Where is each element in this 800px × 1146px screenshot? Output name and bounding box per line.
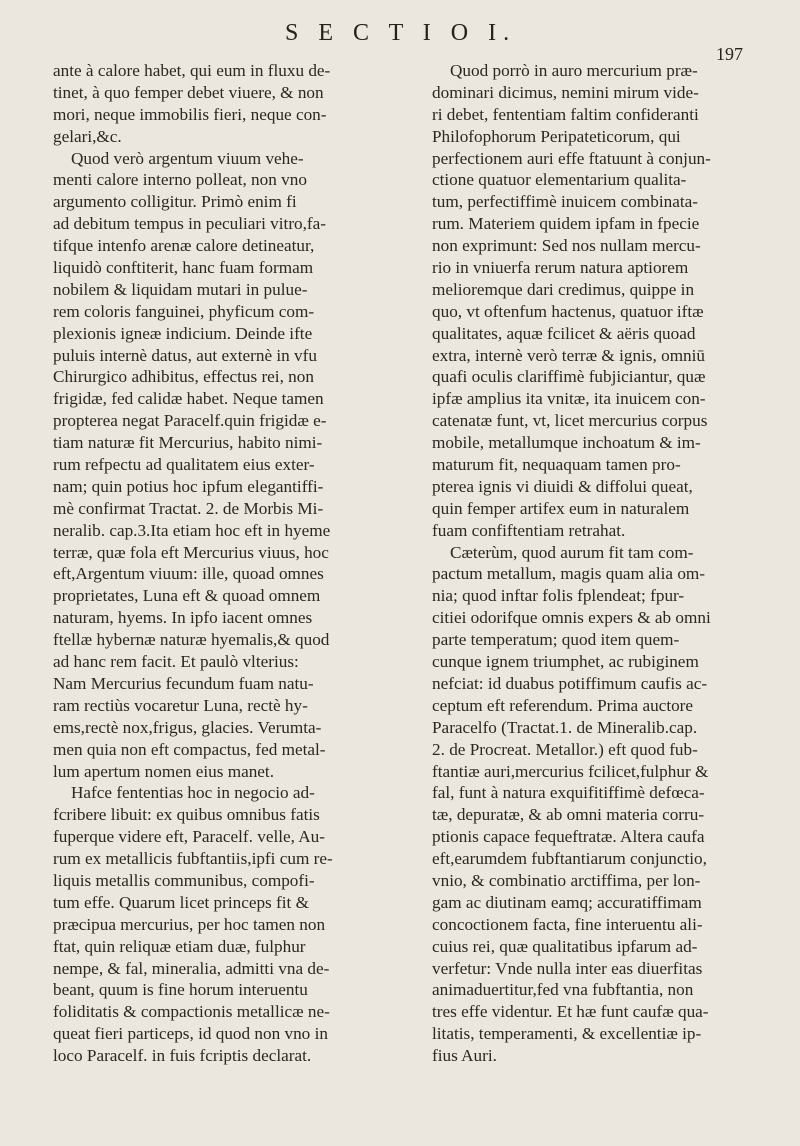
text-line: rem coloris fanguinei, phyficum com- (53, 301, 315, 321)
text-line: plexionis igneæ indicium. Deinde ifte (53, 323, 313, 343)
text-line: præcipua mercurius, per hoc tamen non (53, 914, 326, 934)
text-line: parte temperatum; quod item quem- (432, 630, 680, 650)
text-line: ptionis capace fequeftratæ. Altera caufa (432, 827, 705, 847)
text-line: litatis, temperamenti, & excellentiæ ip- (432, 1024, 702, 1044)
left-text-column (53, 60, 383, 1067)
text-line: vnio, & combinatio arctiffima, per lon- (432, 870, 701, 890)
running-head: S E C T I O I. (285, 20, 517, 46)
text-line: quin femper artifex eum in naturalem (432, 498, 690, 518)
text-line: liquis metallis communibus, compofi- (53, 870, 315, 890)
text-line: proprietates, Luna eft & quoad omnem (53, 586, 321, 606)
text-line: beant, quum is fine horum interuentu (53, 980, 308, 1000)
text-line: ante à calore habet, qui eum in fluxu de- (53, 61, 331, 80)
text-line: qualitates, aquæ fcilicet & aëris quoad (432, 323, 696, 343)
text-line: ftellæ hybernæ naturæ hyemalis,& quod (53, 630, 330, 650)
text-line: perfectionem auri effe ftatuunt à conjun- (432, 148, 711, 168)
text-line: tum effe. Quarum licet princeps fit & (53, 892, 309, 912)
text-line: ad hanc rem facit. Et paulò vlterius: (53, 652, 299, 672)
text-line: argumento colligitur. Primò enim fi (53, 192, 297, 212)
text-line: puluis internè datus, aut externè in vfu (53, 345, 317, 365)
text-line: rum refpectu ad qualitatem eius exter- (53, 455, 315, 475)
text-line: tum, perfectiffimè inuicem combinata- (432, 192, 698, 212)
text-line: tæ, depuratæ, & ab omni materia corru- (432, 805, 705, 825)
text-line: Hafce fententias hoc in negocio ad- (71, 783, 315, 803)
text-line: menti calore interno polleat, non vno (53, 170, 307, 190)
text-line: mè confirmat Tractat. 2. de Morbis Mi- (53, 498, 324, 518)
text-line: catenatæ funt, vt, licet mercurius corpus (432, 411, 708, 431)
right-text-column (432, 60, 762, 1067)
text-line: men quia non eft compactus, fed metal- (53, 739, 326, 759)
text-line: pactum metallum, magis quam alia om- (432, 564, 706, 584)
text-line: quafi oculis clariffimè fubjiciantur, quæ (432, 367, 706, 387)
text-line: tifque intenfo arenæ calore detineatur, (53, 236, 315, 256)
text-line: quo, vt oftenfum hactenus, quatuor iftæ (432, 301, 704, 321)
text-line: extra, internè verò terræ & ignis, omniū (432, 345, 706, 365)
text-line: Quod verò argentum viuum vehe- (71, 148, 304, 168)
text-line: rum. Materiem quidem ipfam in fpecie (432, 214, 700, 234)
text-line: cuius rei, quæ qualitatibus ipfarum ad- (432, 936, 698, 956)
text-line: nempe, & fal, mineralia, admitti vna de- (53, 958, 330, 978)
text-line: dominari dicimus, nemini mirum vide- (432, 82, 699, 102)
text-line: 2. de Procreat. Metallor.) eft quod fub- (432, 739, 698, 759)
text-line: ems,rectè nox,frigus, glacies. Verumta- (53, 717, 322, 737)
text-line: fal, funt à natura exquifitiffimè defœca- (432, 783, 705, 803)
text-line: tiam naturæ fit Mercurius, habito nimi- (53, 433, 323, 453)
text-line: frigidæ, fed calidæ habet. Neque tamen (53, 389, 324, 409)
text-line: fius Auri. (432, 1046, 497, 1066)
text-line: cunque ignem triumphet, ac rubiginem (432, 652, 699, 672)
text-line: mobile, metallumque inchoatum & im- (432, 433, 701, 453)
text-line: animaduertitur,fed vna fubftantia, non (432, 980, 694, 1000)
text-line: tinet, à quo femper debet viuere, & non (53, 82, 324, 102)
text-line: ftantiæ auri,mercurius fcilicet,fulphur & (432, 761, 709, 781)
text-line: eft,earumdem fubftantiarum conjunctio, (432, 849, 707, 869)
text-line: nam; quin potius hoc ipfum elegantiffi- (53, 476, 324, 496)
text-line: neralib. cap.3.Ita etiam hoc eft in hyeme (53, 520, 331, 540)
text-line: ipfæ amplius ita vnitæ, ita inuicem con- (432, 389, 706, 409)
text-line: nefciat: id duabus potiffimum caufis ac- (432, 673, 708, 693)
text-line: liquidò conftiterit, hanc fuam formam (53, 258, 314, 278)
text-line: melioremque dari credimus, quippe in (432, 279, 695, 299)
text-line: Nam Mercurius fecundum fuam natu- (53, 673, 314, 693)
text-line: Chirurgico adhibitus, effectus rei, non (53, 367, 314, 387)
text-line: fuam confiftentiam retrahat. (432, 520, 626, 540)
text-line: rum ex metallicis fubftantiis,ipfi cum re- (53, 849, 333, 869)
text-line: mori, neque immobilis fieri, neque con- (53, 104, 327, 124)
text-line: tres effe videntur. Et hæ funt caufæ qua- (432, 1002, 709, 1022)
text-line: maturum fit, nequaquam tamen pro- (432, 455, 681, 475)
text-line: non exprimunt: Sed nos nullam mercu- (432, 236, 701, 256)
text-line: foliditatis & compactionis metallicæ ne- (53, 1002, 330, 1022)
text-line: pterea ignis vi diuidi & diffolui queat, (432, 476, 693, 496)
text-line: rio in vniuerfa rerum natura aptiorem (432, 258, 689, 278)
text-line: ctione quatuor elementarium qualita- (432, 170, 687, 190)
text-line: fuperque videre eft, Paracelf. velle, Au- (53, 827, 326, 847)
text-line: propterea negat Paracelf.quin frigidæ e- (53, 411, 327, 431)
text-line: ad debitum tempus in peculiari vitro,fa- (53, 214, 327, 234)
text-line: Paracelfo (Tractat.1. de Mineralib.cap. (432, 717, 698, 737)
text-line: ram rectiùs vocaretur Luna, rectè hy- (53, 695, 308, 715)
text-line: terræ, quæ fola eft Mercurius viuus, hoc (53, 542, 329, 562)
text-line: ri debet, fententiam faltim confideranti (432, 104, 699, 124)
text-line: verfetur: Vnde nulla inter eas diuerfitas (432, 958, 703, 978)
text-line: nia; quod inftar folis fplendeat; fpur- (432, 586, 685, 606)
text-line: lum apertum nomen eius manet. (53, 761, 274, 781)
text-line: gam ac diutinam eamq; accuratiffimam (432, 892, 702, 912)
text-line: Cæterùm, quod aurum fit tam com- (450, 542, 694, 562)
text-line: ftat, quin reliquæ etiam duæ, fulphur (53, 936, 306, 956)
text-line: gelari,&c. (53, 126, 122, 146)
text-line: citiei odorifque omnis expers & ab omni (432, 608, 711, 628)
text-line: Quod porrò in auro mercurium præ- (450, 61, 698, 80)
text-line: queat fieri particeps, id quod non vno in (53, 1024, 328, 1044)
text-line: concoctionem facta, fine interuentu ali- (432, 914, 703, 934)
page-number: 197 (716, 44, 743, 64)
text-line: fcribere libuit: ex quibus omnibus fatis (53, 805, 320, 825)
text-line: nobilem & liquidam mutari in pulue- (53, 279, 308, 299)
text-line: eft,Argentum viuum: ille, quoad omnes (53, 564, 324, 584)
text-line: loco Paracelf. in fuis fcriptis declarat. (53, 1046, 312, 1066)
text-line: naturam, hyems. In ipfo iacent omnes (53, 608, 313, 628)
text-line: ceptum eft referendum. Prima auctore (432, 695, 694, 715)
text-line: Philofophorum Peripateticorum, qui (432, 126, 681, 146)
